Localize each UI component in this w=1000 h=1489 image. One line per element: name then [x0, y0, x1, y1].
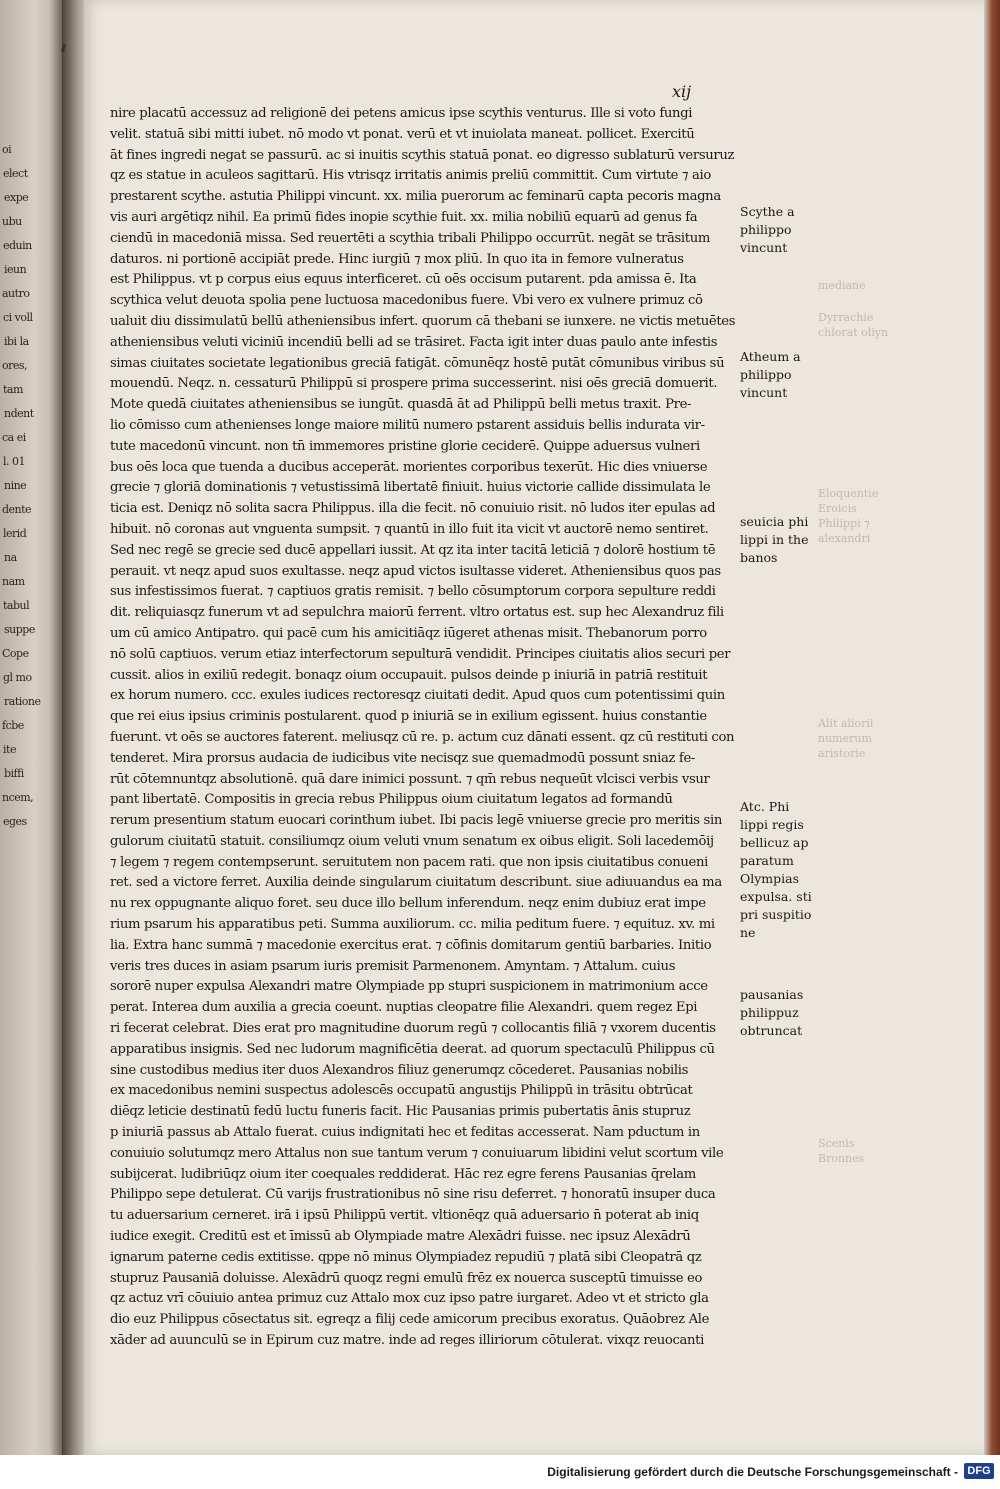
margin-note-line: philippo	[740, 367, 792, 382]
facing-page-word: fcbe	[2, 719, 24, 732]
facing-page-word: biffi	[4, 767, 24, 780]
ghost-note-line: Eroicis	[818, 502, 857, 515]
text-line: ri fecerat celebrat. Dies erat pro magnitudine duorum regū ⁊ collocantis filiā ⁊ vxorem ducentis	[110, 1021, 716, 1037]
facing-page-word: na	[4, 551, 17, 564]
show-through-note	[818, 1136, 898, 1166]
facing-page-word: Cope	[2, 647, 29, 660]
margin-note-line: banos	[740, 550, 778, 565]
text-line: qz actuz vrī cōuiuio antea primuz cuz Attalo mox cuz ipso patre iurgaret. Adeo vt et stricto gla	[110, 1291, 709, 1307]
margin-note-line: pri suspitio	[740, 907, 812, 922]
text-line: xāder ad auunculū se in Epirum cuz matre. inde ad reges illiriorum cōtulerat. vixqz reuocanti	[110, 1333, 704, 1349]
text-line: lia. Extra hanc summā ⁊ macedonie exercitus erat. ⁊ cōfinis domitarum gentiū barbaries. Initio	[110, 937, 712, 953]
facing-page-word: nine	[4, 479, 27, 492]
margin-note-line: Scythe a	[740, 204, 795, 219]
text-line: Philippo sepe detulerat. Cū varijs frustrationibus nō sine risu deferret. ⁊ honoratū insuper duca	[110, 1187, 716, 1203]
text-line: ignarum paterne cedis extitisse. qppe nō minus Olympiadez repudiū ⁊ platā sibi Cleopatrā qz	[110, 1249, 702, 1265]
text-line: diēqz leticie destinatū fedū luctu funeris facit. Hic Pausanias primis pubertatis ānis stupruz	[110, 1104, 691, 1120]
text-line: prestarent scythe. astutia Philippi vincunt. xx. milia puerorum ac feminarū capta pecoris magna	[110, 189, 721, 205]
text-line: cussit. alios in exiliū redegit. bonaqz oium occupauit. pulsos deinde p iniuriā in patriā restituit	[110, 667, 708, 683]
text-line: nu rex oppugnante aliquo foret. seu duce illo bellum inferendum. neqz enim dubiuz erat impe	[110, 896, 706, 912]
margin-note-line: Atc. Phi	[740, 799, 790, 814]
margin-note-line: lippi regis	[740, 817, 804, 832]
facing-page-word: expe	[4, 191, 29, 204]
text-line: Mote quedā ciuitates atheniensibus se iungūt. quasdā āt ad Philippū belli metus traxit. Pre-	[110, 397, 692, 413]
margin-note-line: Atheum a	[740, 349, 801, 364]
text-line: pant libertatē. Compositis in grecia rebus Philippus oium ciuitatum legatos ad formandū	[110, 792, 673, 808]
margin-note-line: lippi in the	[740, 532, 809, 547]
text-line: āt fines ingredi negat se passurū. ac si inuitis scythis statuā ponat. eo digresso sublaturū versuruz	[110, 147, 735, 163]
show-through-note	[818, 486, 898, 546]
text-line: nire placatū accessuz ad religionē dei petens amicus ipse scythis venturus. Ille si voto fungi	[110, 106, 693, 121]
text-line: ex macedonibus nemini suspectus adolescēs occupatū angustijs Philippū in trāsitu obtrūcat	[110, 1083, 693, 1099]
text-line: p iniuriā passus ab Attalo fuerat. cuius indignitati hec et feditas accesserat. Nam pductum in	[110, 1125, 700, 1141]
text-line: atheniensibus veluti viciniū incendiū belli ad se trāsiret. Facta igit inter duas paulo ante infestis	[110, 334, 718, 350]
text-line: tu aduersarium cerneret. irā i ipsū Philippū vertit. vltionēqz quā aduersario n̄ poterat ab iniq	[110, 1208, 699, 1224]
show-through-note	[818, 278, 898, 293]
text-line: velit. statuā sibi mitti iubet. nō modo vt ponat. verū et vt inuiolata maneat. pollicet. Exercitū	[110, 126, 695, 142]
text-line: nō solū captiuos. verum etiaz interfectorum sepulturā vendidit. Principes ciuitatis alios securi per	[110, 646, 731, 662]
ghost-note-line: Eloquentie	[818, 487, 879, 500]
facing-page-word: ibi la	[4, 335, 29, 348]
margin-note-line: expulsa. sti	[740, 889, 812, 904]
show-through-note	[818, 716, 898, 761]
facing-page-word: ubu	[2, 215, 22, 228]
text-line: que rei eius ipsius criminis postularent. quod p iniuriā se in exilium egissent. huius constantie	[110, 709, 707, 725]
ghost-note-line: numerum	[818, 732, 872, 745]
margin-note-seuicia	[740, 513, 830, 567]
text-line: mouendū. Neqz. n. cessaturū Philippū si prospere prima successerint. nisi oēs greciā domuerit.	[110, 376, 718, 392]
facing-page-word: eduin	[3, 239, 32, 252]
text-line: subijcerat. ludibriūqz oium iter coequales reddiderat. Hāc rez egre ferens Pausanias q̄relam	[110, 1166, 696, 1182]
text-line: dit. reliquiasqz funerum vt ad sepulchra maiorū ferrent. vltro ortatus est. sup hec Alexandruz fili	[110, 605, 724, 621]
ghost-note-line: mediane	[818, 279, 866, 292]
text-line: bus oēs loca que tuenda a ducibus acceperāt. morientes corporibus texerūt. Hic dies vniuerse	[110, 459, 708, 475]
facing-page-word: eges	[3, 815, 27, 828]
margin-note-line: obtruncat	[740, 1023, 803, 1038]
margin-note-scythe	[740, 203, 830, 257]
ghost-note-line: aristorie	[818, 747, 866, 760]
margin-note-line: bellicuz ap	[740, 835, 809, 850]
facing-page-word: ca ei	[2, 431, 26, 444]
text-line: iudice exegit. Creditū est et īmissū ab Olympiade matre Alexādri fuisse. nec ipsuz Alexādrū	[110, 1229, 691, 1245]
margin-note-atheum	[740, 348, 830, 402]
text-line: veris tres duces in asiam psarum iuris premisit Parmenonem. Amyntam. ⁊ Attalum. cuius	[110, 958, 676, 974]
text-line: est Philippus. vt p corpus eius equus interficeret. cū oēs occisum putarent. pda amissa ē. Ita	[110, 272, 697, 288]
ghost-note-line: chlorat oliyn	[818, 326, 889, 339]
margin-note-line: paratum	[740, 853, 794, 868]
text-line: perat. Interea dum auxilia a grecia coeunt. nuptias cleopatre filie Alexandri. quem regez Epi	[110, 1000, 698, 1016]
text-line: ualuit diu dissimulatū bellū atheniensibus infert. quorum cā thebani se iunxere. ne victis metuētes	[110, 313, 736, 329]
facing-page-fragment	[0, 0, 62, 1455]
text-line: rerum presentium statum euocari corinthum iubet. Ibi pacis legē vniuerse grecie pro meritis sin	[110, 813, 722, 829]
funding-credit: Digitalisierung gefördert durch die Deutsche Forschungsgemeinschaft -	[547, 1465, 958, 1479]
text-line: sororē nuper expulsa Alexandri matre Olympiade pp stupri suspicionem in matrimonium acce	[110, 979, 708, 995]
facing-page-word: lerid	[3, 527, 27, 540]
show-through-note	[818, 310, 898, 340]
text-line: ciendū in macedoniā missa. Sed reuertēti a scythia tribali Philippo occurrūt. negāt se trāsitum	[110, 230, 710, 246]
margin-note-line: philippuz	[740, 1005, 799, 1020]
text-line: daturos. ni portionē accipiāt prede. Hinc iurgiū ⁊ mox pliū. In quo ita in femore vulneratus	[110, 251, 684, 267]
text-line: ret. sed a victore ferret. Auxilia deinde singularum ciuitatum describunt. siue adiuuandus ea ma	[110, 875, 722, 891]
facing-page-word: nam	[2, 575, 25, 588]
margin-note-line: pausanias	[740, 987, 804, 1002]
text-line: tute macedonū vincunt. non tn̄ immemores pristine glorie ceciderē. Quippe aduersus vulneri	[110, 438, 700, 454]
facing-page-word: dente	[2, 503, 32, 516]
margin-note-line: Olympias	[740, 871, 800, 886]
margin-note-line: philippo	[740, 222, 792, 237]
margin-note-line: ne	[740, 925, 756, 940]
text-line: dio euz Philippus cōsectatus sit. egreqz a filij cede amicorum precibus exoratus. Quāobrez Ale	[110, 1312, 710, 1328]
facing-page-word: autro	[2, 287, 30, 300]
text-line: gulorum ciuitatū statuit. consiliumqz oium veluti vnum senatum ex oibus eligit. Soli lacedemōij	[110, 833, 714, 849]
ghost-note-line: Philippi ⁊	[818, 517, 870, 530]
facing-page-word: ieun	[4, 263, 27, 276]
text-line: tenderet. Mira prorsus audacia de iudicibus vite necisqz sue quemadmodū possunt sniaz fe-	[110, 750, 696, 766]
margin-note-line: seuicia phi	[740, 514, 809, 529]
folio-number: xij	[672, 82, 692, 101]
margin-note-line: vincunt	[740, 385, 788, 400]
text-line: fuerunt. vt oēs se auctores faterent. meliusqz cū re. p. actum cuz dānati essent. qz cū restituti con	[110, 729, 735, 745]
binding-edge	[984, 0, 1000, 1455]
text-line: ticia est. Deniqz nō solita sacra Philippus. illa die fecit. nō conuiuio risit. nō ludos iter epulas ad	[110, 501, 716, 517]
ghost-note-line: Alit aliorii	[818, 717, 874, 730]
facing-page-word: oi	[2, 143, 12, 156]
text-line: vis auri argētiqz nihil. Ea primū fides inopie scythie fuit. xx. milia nobiliū equarū ad genus fa	[110, 209, 698, 225]
footer-bar	[0, 1455, 1000, 1489]
ghost-note-line: Bronnes	[818, 1152, 865, 1165]
text-line: sine custodibus medius iter duos Alexandros filiuz generumqz cōcederet. Pausanias nobilis	[110, 1062, 689, 1078]
margin-note-line: vincunt	[740, 240, 788, 255]
facing-page-word: tam	[3, 383, 23, 396]
text-line: perauit. vt neqz apud suos exultasse. neqz apud victos isultasse videret. Atheniensibus quos pas	[110, 563, 721, 579]
facing-page-word: l. 01	[3, 455, 26, 468]
text-line: um cū amico Antipatro. qui pacē cum his amicitiāqz iūgeret athenas misit. Thebanorum porro	[110, 625, 707, 641]
ghost-note-line: alexandri	[818, 532, 871, 545]
facing-page-word: gl mo	[3, 671, 32, 684]
text-line: rūt cōtemnuntqz absolutionē. quā dare inimici possunt. ⁊ qm̄ rebus nequeūt vlcisci verbis vsur	[110, 771, 710, 787]
facing-page-word: elect	[3, 167, 28, 180]
facing-page-word: suppe	[4, 623, 35, 636]
margin-note-pausanias	[740, 986, 830, 1040]
text-line: lio cōmisso cum athenienses longe maiore militū numero pstarent assiduis bellis indurata vir-	[110, 417, 705, 433]
facing-page-word: ratione	[4, 695, 41, 708]
text-line: Sed nec regē se grecie sed ducē appellari iussit. At qz ita inter tacitā leticiā ⁊ dolorē hostium tē	[110, 542, 716, 558]
facing-page-word: ite	[3, 743, 16, 756]
facing-page-word: ncem,	[2, 791, 34, 804]
text-line: ⁊ legem ⁊ regem contempserunt. seruitutem non pacem rati. que non ipsis ciuitatibus conueni	[110, 854, 709, 870]
ghost-note-line: Scenis	[818, 1137, 855, 1150]
text-line: ex horum numero. ccc. exules iudices rectoresqz ciuitati dedit. Apud quos cum potentissimi quin	[110, 688, 725, 704]
ghost-note-line: Dyrrachie	[818, 311, 874, 324]
text-line: sus infestissimos fuerat. ⁊ captiuos gratis remisit. ⁊ bello cōsumptorum corpora sepulture reddi	[110, 584, 716, 600]
text-line: grecie ⁊ gloriā dominationis ⁊ vetustissimā libertatē finiuit. huius victorie callide dissimulata le	[110, 480, 711, 496]
text-line: hibuit. nō coronas aut vnguenta sumpsit. ⁊ quantū in illo fuit ita vicit vt auctorē nemo sentiret.	[110, 521, 709, 537]
facing-page-word: ores,	[2, 359, 28, 372]
facing-page-word: ci voll	[3, 311, 33, 324]
text-line: qz es statue in aculeos sagittarū. His vtrisqz irritatis animis preliū committit. Cum virtute ⁊ aio	[110, 168, 711, 184]
dfg-logo: DFG	[964, 1463, 994, 1479]
text-line: stupruz Pausaniā doluisse. Alexādrū quoqz regni emulū frēz ex nouerca susceptū timuisse eo	[110, 1270, 703, 1286]
main-text-column	[110, 104, 742, 1352]
text-line: apparatibus insignis. Sed nec ludorum magnificētia deerat. ad quorum spectaculū Philippus cū	[110, 1041, 715, 1057]
facing-page-word: tabul	[3, 599, 30, 612]
text-line: rium psarum his apparatibus peti. Summa auxiliorum. cc. milia peditum fuere. ⁊ equituz. xv. mi	[110, 917, 715, 933]
margin-note-philippi-bellicuz	[740, 798, 830, 942]
text-line: conuiuio solutumqz mero Attalus non sue tantum verum ⁊ conuiuarum libidini velut scortum vile	[110, 1145, 724, 1161]
facing-page-word: ndent	[4, 407, 34, 420]
text-line: scythica velut deuota spolia pene luctuosa macedonibus fuere. Vbi vero ex vulnere primuz cō	[110, 293, 703, 309]
text-line: simas ciuitates societate legationibus greciā fatigāt. cōmunēqz hostē putāt cōmunibus viribus sū	[110, 355, 725, 371]
